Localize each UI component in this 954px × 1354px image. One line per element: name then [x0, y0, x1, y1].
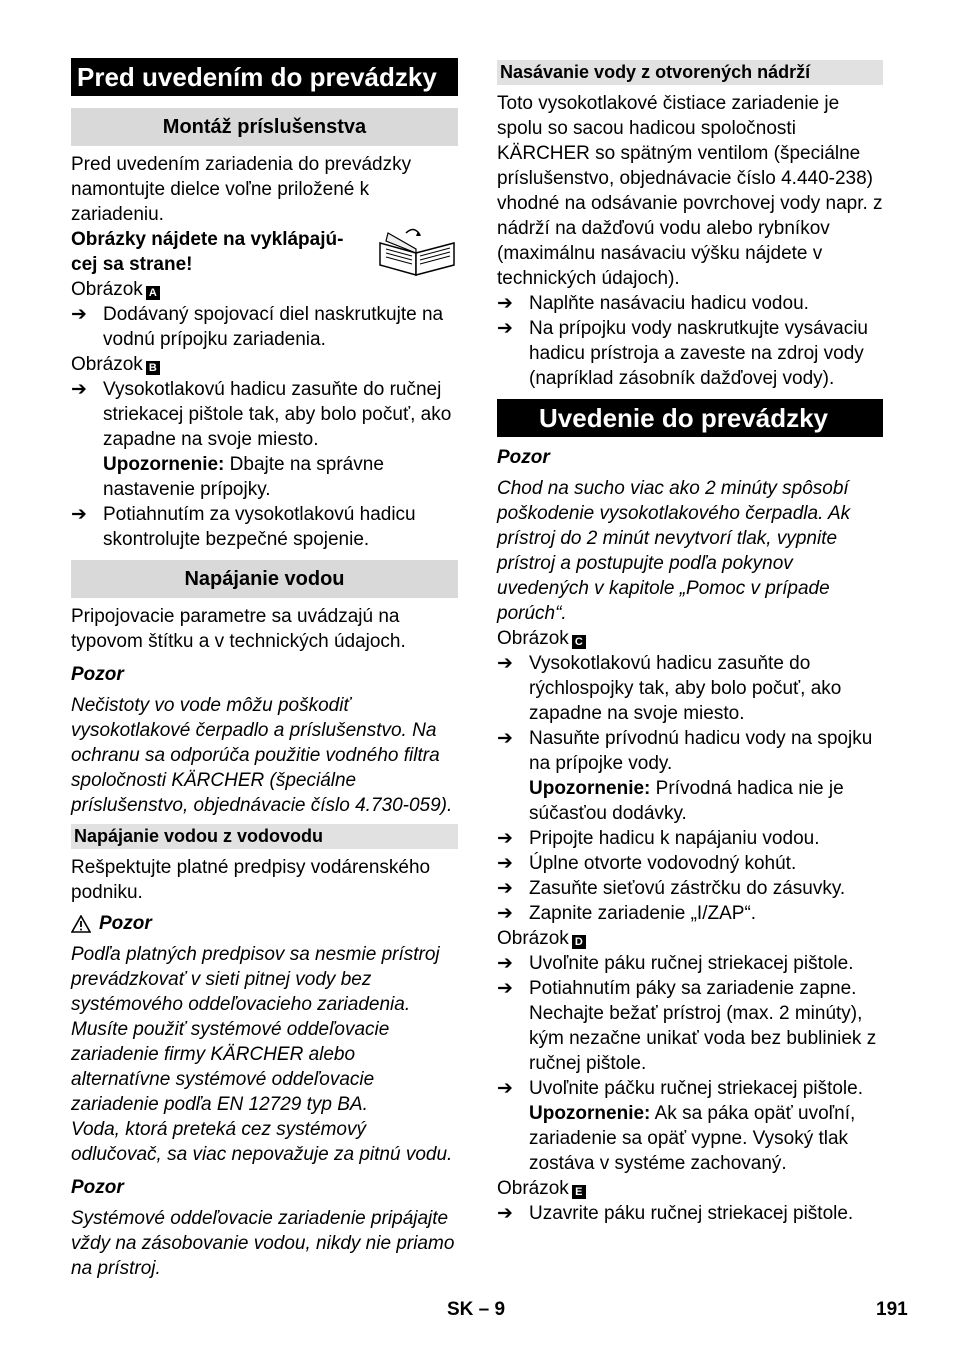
warning-triangle-icon [71, 915, 91, 933]
subheading-montaz: Montáž príslušenstva [71, 108, 458, 146]
arrow-icon: ➔ [497, 1078, 513, 1099]
note-label: Upozornenie: [529, 1103, 651, 1124]
step-c5: ➔ Zasuňte sieťovú zástrčku do zásuvky. [497, 878, 846, 899]
note-label: Upozornenie: [103, 454, 225, 475]
arrow-icon: ➔ [497, 728, 513, 749]
pozor-text-r: Chod na sucho viac ako 2 minúty spôsobí poškodenie vysokotlakového čerpadla. Ak prístroj do 2 minút nevytvorí tlak, vypnite prístroj a postupujte podľa pokynov uvedených v kapitole „Pomoc v prípade porúch“. [497, 478, 851, 624]
figure-a-badge: A [146, 286, 160, 300]
step-c6: ➔ Zapnite zariadenie „I/ZAP“. [497, 903, 757, 924]
nadrz-text: Toto vysokotlakové čistiace zariadenie je spolu so sacou hadicou spoločnosti KÄRCHER so spätným ventilom (špeciálne príslušenstvo, objednávacie číslo 4.440-238) vhodné na odsávanie povrchovej vody napr. z nádrží na dažďovú vodu alebo rybníkov (maximálnu nasávaciu výšku nájdete v technických údajoch). [497, 93, 883, 289]
pozor-heading-1: Pozor [71, 664, 124, 685]
step-c2: ➔ Nasuňte prívodnú hadicu vody na spojku na prípojke vody. Upozornenie: Prívodná hadica nie je súčasťou dodávky. [497, 728, 873, 824]
left-column [71, 58, 458, 1281]
pozor-text-2b: Voda, ktorá preteká cez systémový odlučovač, sa viac nepovažuje za pitnú vodu. [71, 1119, 453, 1165]
arrow-icon: ➔ [71, 379, 87, 400]
foldout-hint [71, 227, 458, 277]
arrow-icon: ➔ [497, 318, 513, 339]
arrow-icon: ➔ [71, 504, 87, 525]
step-c1: ➔ Vysokotlakovú hadicu zasuňte do rýchlospojky tak, aby bolo počuť, ako zapadne na svoje miesto. [497, 653, 842, 724]
vodovod-text: Rešpektujte platné predpisy vodárenského podniku. [71, 857, 431, 903]
hint-line-2: cej sa strane! [71, 254, 193, 275]
step-d2: ➔ Potiahnutím páky sa zariadenie zapne. Nechajte bežať prístroj (max. 2 minúty), kým nezačne unikať voda bez bubliniek z ručnej pištole. [497, 978, 877, 1074]
arrow-icon: ➔ [497, 1203, 513, 1224]
pozor-text-1: Nečistoty vo vode môžu poškodiť vysokotlakové čerpadlo a príslušenstvo. Na ochranu sa odporúča použitie vodného filtra spoločnosti KÄRCHER (špeciálne príslušenstvo, objednávacie číslo 4.730-059). [71, 695, 453, 816]
arrow-icon: ➔ [497, 293, 513, 314]
step-d3: ➔ Uvoľnite páčku ručnej striekacej pištole. Upozornenie: Ak sa páka opäť uvoľní, zariadenie sa opäť vypne. Vysoký tlak zostáva v systéme zachovaný. [497, 1078, 863, 1174]
page-number: 191 [876, 1299, 908, 1320]
pozor-text-2a: Podľa platných predpisov sa nesmie prístroj prevádzkovať v sieti pitnej vody bez systémového oddeľovacieho zariadenia. Musíte použiť systémové oddeľovacie zariadenie firmy KÄRCHER alebo alternatívne systémové oddeľovacie zariadenie podľa EN 12729 typ BA. [71, 944, 440, 1115]
step-n1: ➔ Naplňte nasávaciu hadicu vodou. [497, 293, 809, 314]
arrow-icon: ➔ [497, 903, 513, 924]
footer-section-label: SK – 9 [447, 1299, 506, 1320]
arrow-icon: ➔ [497, 878, 513, 899]
figure-ref-b: Obrázok B [71, 352, 458, 377]
foldout-book-icon [376, 227, 458, 277]
montaz-intro: Pred uvedením zariadenia do prevádzky namontujte dielce voľne priložené k zariadeniu. [71, 154, 412, 225]
note-label: Upozornenie: [529, 778, 651, 799]
figure-ref-d: Obrázok D [497, 926, 883, 951]
pozor-text-3: Systémové oddeľovacie zariadenie pripájajte vždy na zásobovanie vodou, nikdy nie priamo na prístroj. [71, 1208, 455, 1279]
arrow-icon: ➔ [497, 953, 513, 974]
subheading-vodovod: Napájanie vodou z vodovodu [71, 824, 458, 849]
step-b2: ➔ Potiahnutím za vysokotlakovú hadicu skontrolujte bezpečné spojenie. [71, 504, 416, 550]
step-d1: ➔ Uvoľnite páku ručnej striekacej pištole. [497, 953, 854, 974]
step-b1: ➔ Vysokotlakovú hadicu zasuňte do ručnej striekacej pištole tak, aby bolo počuť, ako zapadne na svoje miesto. Upozornenie: Dbajte na správne nastavenie prípojky. [71, 379, 452, 500]
subheading-napajanie: Napájanie vodou [71, 560, 458, 598]
arrow-icon: ➔ [497, 828, 513, 849]
step-e1: ➔ Uzavrite páku ručnej striekacej pištole. [497, 1203, 854, 1224]
step-c3: ➔ Pripojte hadicu k napájaniu vodou. [497, 828, 820, 849]
arrow-icon: ➔ [497, 653, 513, 674]
figure-b-badge: B [146, 361, 160, 375]
arrow-icon: ➔ [497, 853, 513, 874]
pozor-heading-2: Pozor [71, 911, 458, 936]
step-n2: ➔ Na prípojku vody naskrutkujte vysávaciu hadicu prístroja a zaveste na zdroj vody (napríklad zásobník dažďovej vody). [497, 318, 868, 389]
subheading-nadrz: Nasávanie vody z otvorených nádrží [497, 60, 883, 85]
arrow-icon: ➔ [71, 304, 87, 325]
hint-line-1: Obrázky nájdete na vyklápajú- [71, 229, 344, 250]
section-heading-pred-uvedenim: Pred uvedením do prevádzky [71, 58, 458, 96]
figure-c-badge: C [572, 635, 586, 649]
figure-d-badge: D [572, 935, 586, 949]
napajanie-text: Pripojovacie parametre sa uvádzajú na typovom štítku a v technických údajoch. [71, 606, 406, 652]
step-c4: ➔ Úplne otvorte vodovodný kohút. [497, 853, 797, 874]
figure-ref-c: Obrázok C [497, 626, 883, 651]
figure-ref-a: Obrázok A [71, 277, 458, 302]
figure-e-badge: E [572, 1185, 586, 1199]
section-heading-uvedenie: Uvedenie do prevádzky [497, 399, 883, 437]
figure-ref-e: Obrázok E [497, 1176, 883, 1201]
pozor-heading-3: Pozor [71, 1177, 124, 1198]
pozor-heading-r: Pozor [497, 447, 550, 468]
arrow-icon: ➔ [497, 978, 513, 999]
right-column [497, 60, 883, 1226]
step-a1: ➔ Dodávaný spojovací diel naskrutkujte na vodnú prípojku zariadenia. [71, 304, 444, 350]
